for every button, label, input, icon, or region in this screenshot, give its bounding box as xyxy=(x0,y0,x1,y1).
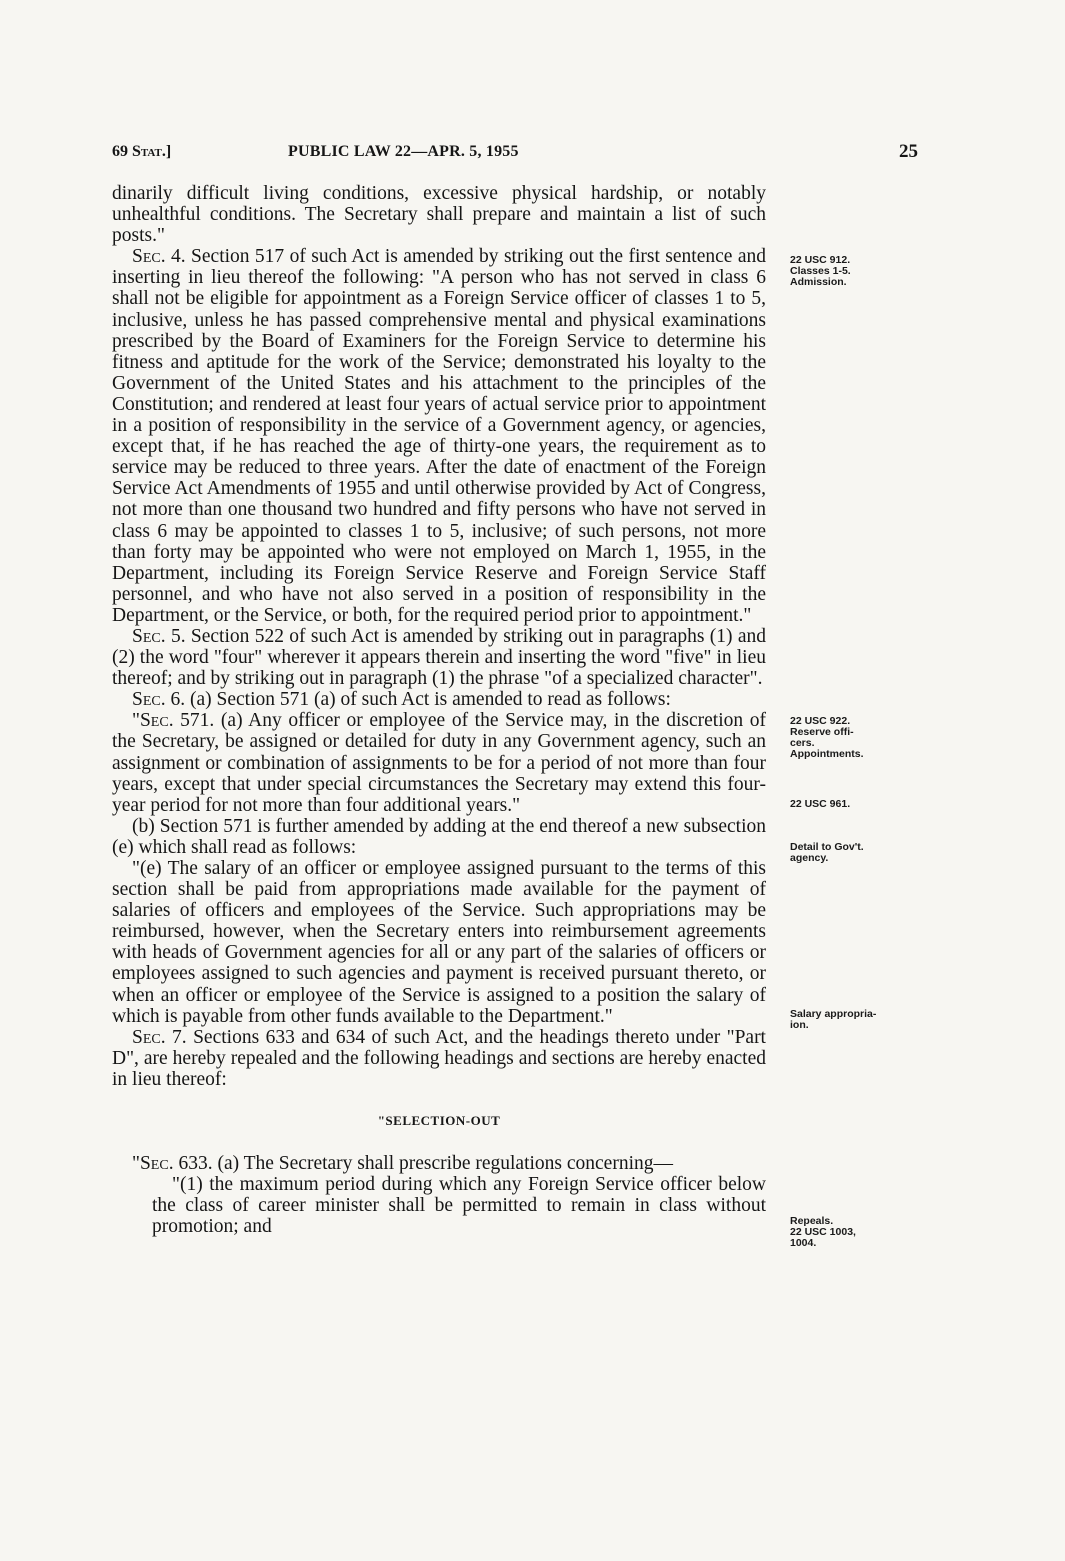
section-label: Sec. 4. xyxy=(132,246,186,268)
margin-note-salary-appropriation: Salary appropria- ion. xyxy=(790,1008,877,1031)
margin-note-detail-govt-agency: Detail to Gov't. agency. xyxy=(790,841,864,864)
section-label: "Sec. 633. xyxy=(132,1153,213,1175)
section-4: Sec. 4. Section 517 of such Act is amended by striking out the first sentence and inserting in lieu thereof the following: "A person who has not served in class 6 shall not be eligible for appointment as a Foreign Service officer of classes 1 to 5, inclusive, unless he has passed comprehensive mental and physical examinations prescribed by the Board of Examiners for the Foreign Service to determine his fitness and aptitude for the work of the Service; demonstrated his loyalty to the Government of the United States and his attachment to the principles of the Constitution; and rendered at least four years of actual service prior to appointment in a position of responsibility in the service of a Government agency, or agencies, except that, if he has reached the age of thirty-one years, the requirement as to service may be reduced to three years. After the date of enactment of the Foreign Service Act Amendments of 1955 and until otherwise provided by Act of Congress, not more than one thousand two hundred and fifty persons who have not served in class 6 may be appointed to classes 1 to 5, inclusive; of such persons, not more than forty may be appointed who were not employed on March 1, 1955, in the Department, including its Foreign Service Reserve and Foreign Service Staff personnel, and who have not also served in a position of responsibility in the Department, or the Service, or both, for the required period prior to appointment." xyxy=(112,246,766,626)
section-6b: (b) Section 571 is further amended by adding at the end thereof a new subsection (e) which shall read as follows: xyxy=(112,815,766,858)
section-label: Sec. 7. xyxy=(132,1026,187,1048)
margin-note-22-usc-922: 22 USC 922. Reserve offi- cers. Appointments. xyxy=(790,715,864,760)
page-number: 25 xyxy=(899,141,918,162)
body-text xyxy=(112,183,766,1238)
paragraph-continuation: dinarily difficult living conditions, excessive physical hardship, or notably unhealthful conditions. The Secretary shall prepare and maintain a list of such posts." xyxy=(112,183,766,247)
section-label: Sec. 6. xyxy=(132,689,186,711)
section-label: "Sec. 571. xyxy=(132,710,215,732)
running-title: PUBLIC LAW 22—APR. 5, 1955 xyxy=(288,143,519,160)
section-7: Sec. 7. Sections 633 and 634 of such Act, and the headings thereto under "Part D", are hereby repealed and the following headings and sections are hereby enacted in lieu thereof: xyxy=(112,1026,766,1090)
section-5: Sec. 5. Section 522 of such Act is amended by striking out in paragraphs (1) and (2) the word "four" wherever it appears therein and inserting the word "five" in lieu thereof; and by striking out in paragraph (1) the phrase "of a specialized character". xyxy=(112,625,766,690)
section-6: Sec. 6. (a) Section 571 (a) of such Act is amended to read as follows: xyxy=(132,689,671,711)
heading-selection-out: "SELECTION-OUT xyxy=(377,1113,501,1129)
page-header xyxy=(112,143,918,167)
section-633: "Sec. 633. (a) The Secretary shall prescribe regulations concerning— xyxy=(132,1153,673,1175)
volume-reference: 69 Stat.] xyxy=(112,143,172,160)
margin-note-22-usc-912: 22 USC 912. Classes 1-5. Admission. xyxy=(790,254,851,288)
section-label: Sec. 5. xyxy=(132,625,186,647)
section-571e-quote: "(e) The salary of an officer or employee assigned pursuant to the terms of this section shall be paid from appropriations made available for the payment of salaries of officers and employees of the Service. Such appropriations may be reimbursed, however, when the Secretary enters into reimbursement agreements with heads of Government agencies for all or any part of the salaries of officers or employees assigned to such agencies and payment is received pursuant thereto, or when an officer or employee of the Service is assigned to a position the salary of which is payable from other funds available to the Department." xyxy=(112,858,766,1027)
section-633-item-1: "(1) the maximum period during which any Foreign Service officer below the class of career minister shall be permitted to remain in class without promotion; and xyxy=(152,1174,766,1238)
margin-note-22-usc-961: 22 USC 961. xyxy=(790,798,851,810)
section-571-quote: "Sec. 571. (a) Any officer or employee of the Service may, in the discretion of the Secretary, be assigned or detailed for duty in any Government agency, such an assignment or combination of assignments to be for a period of not more than four years, except that under special circumstances the Secretary may extend this four-year period for not more than four additional years." xyxy=(112,710,766,816)
margin-note-repeals: Repeals. 22 USC 1003, 1004. xyxy=(790,1215,856,1249)
